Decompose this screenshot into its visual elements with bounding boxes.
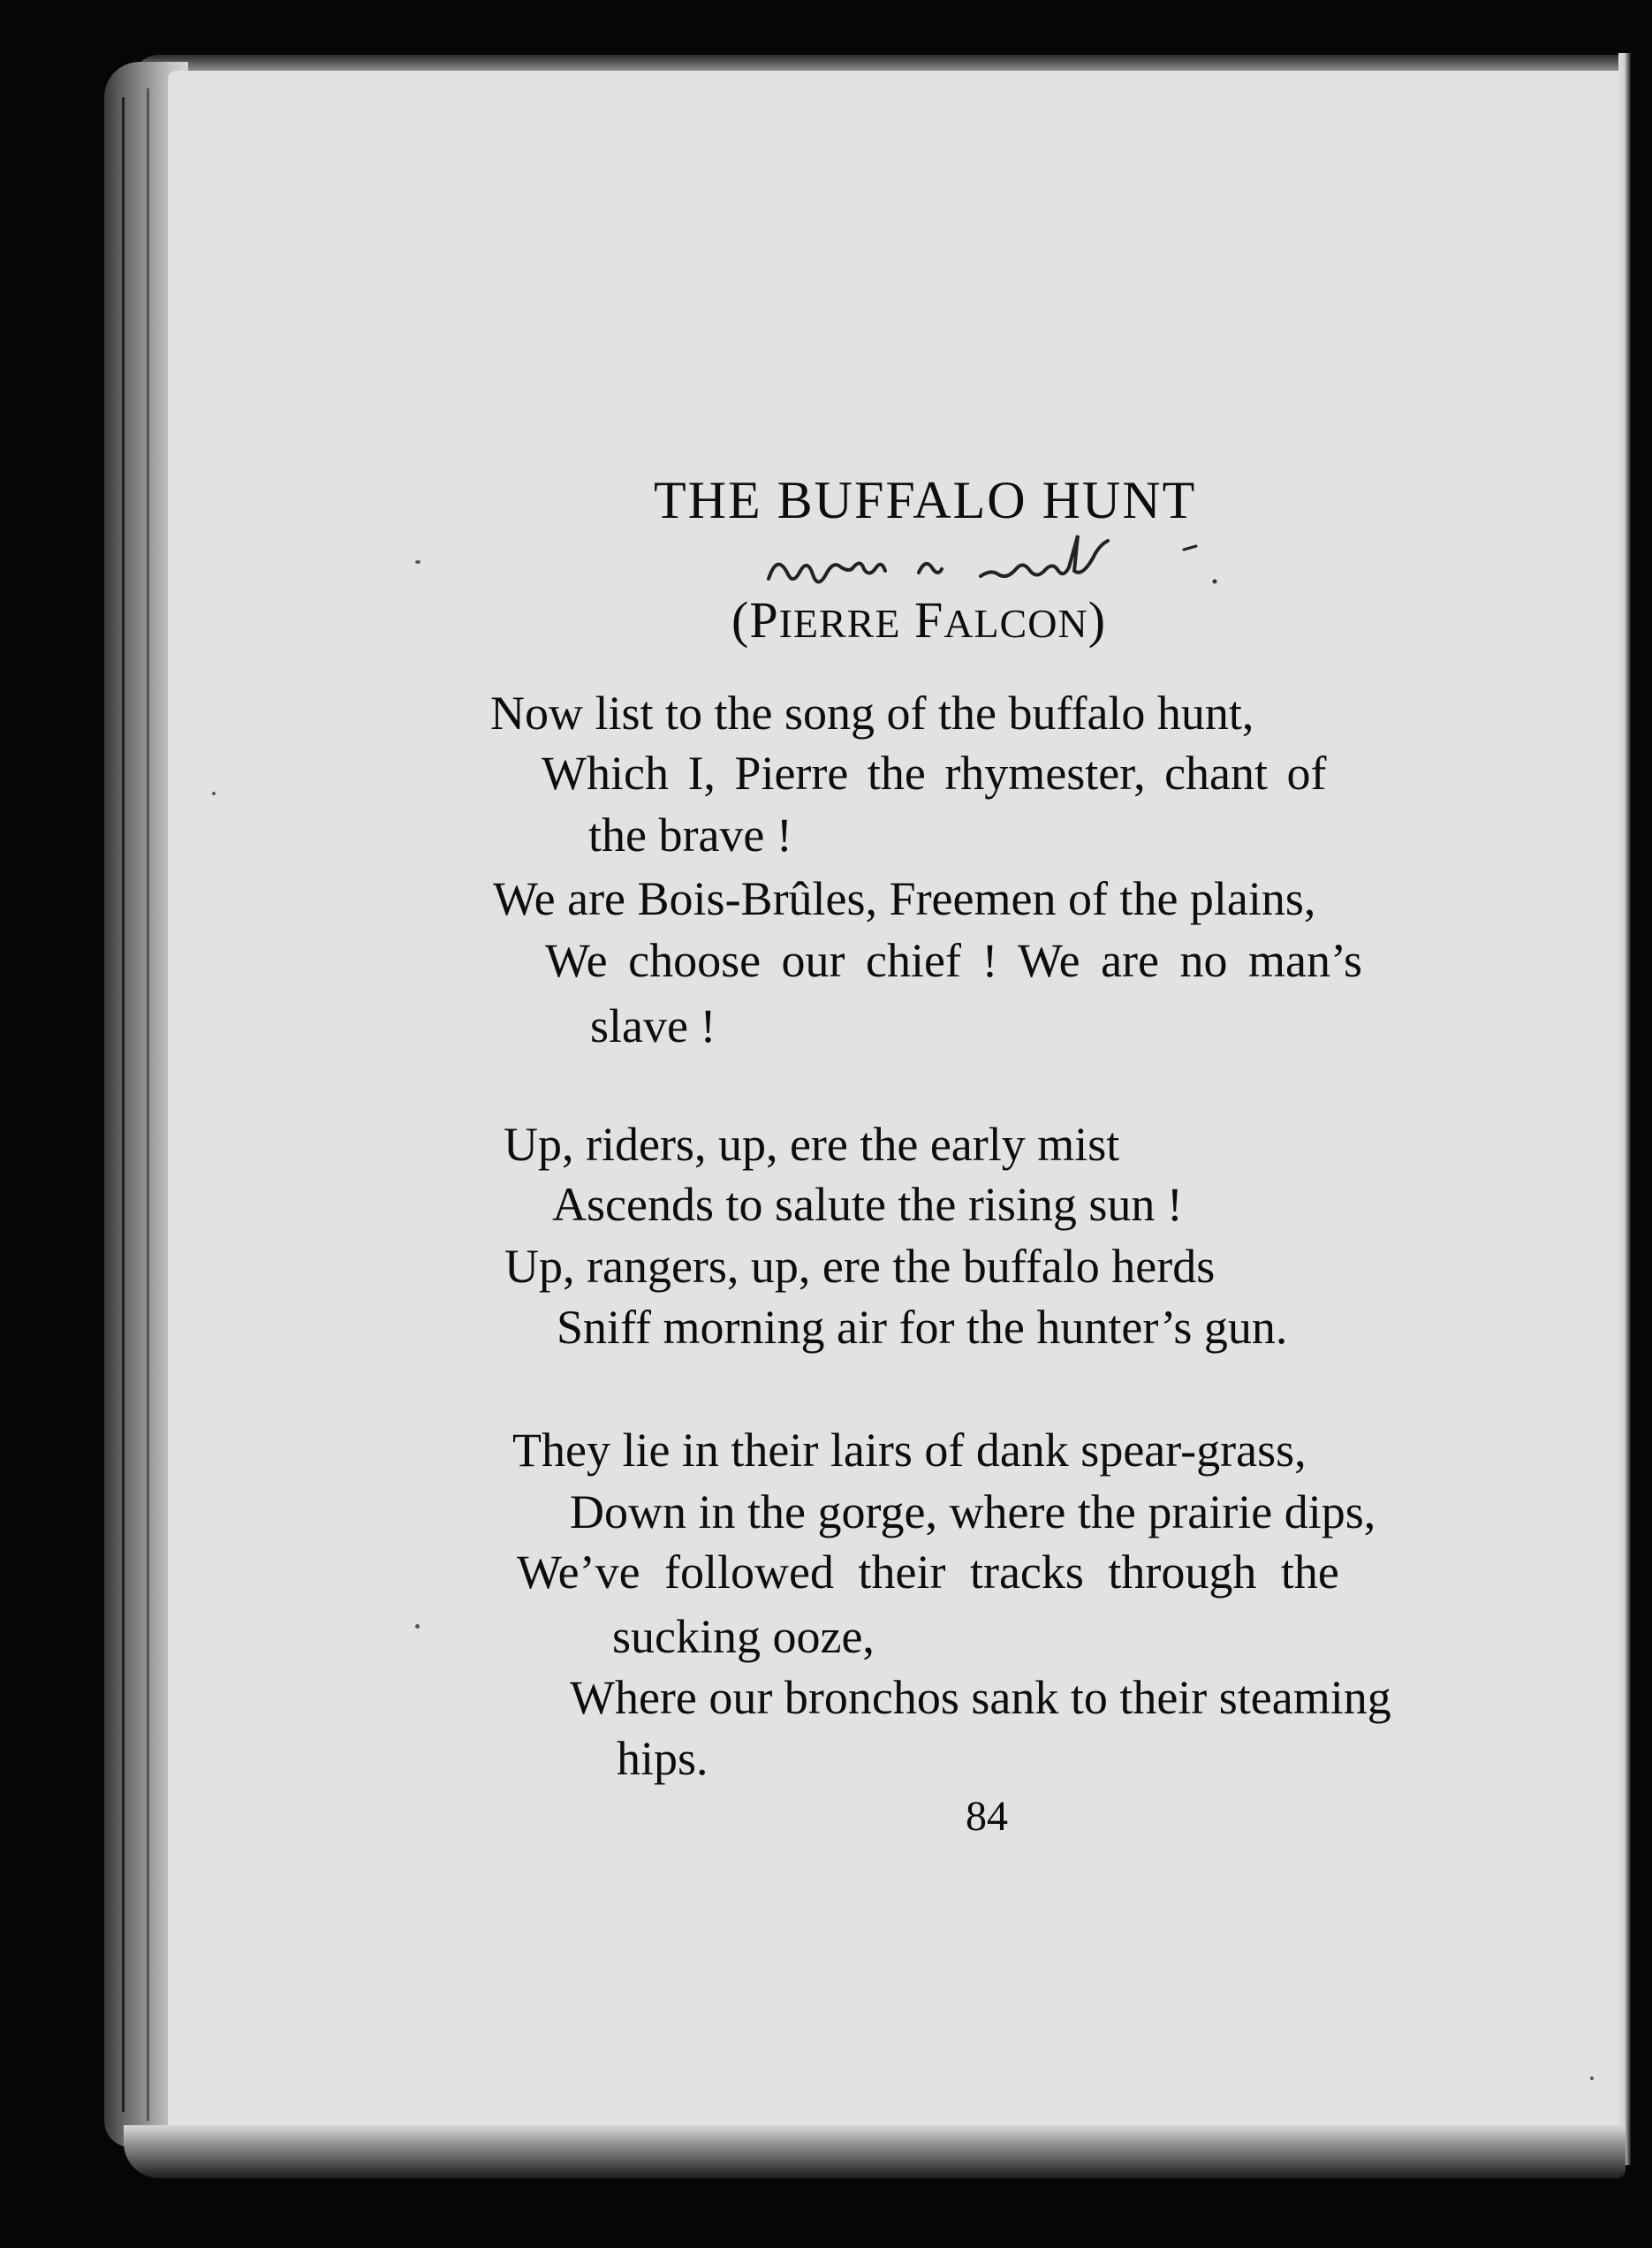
poem-line: We’ve followed their tracks through the [517, 1546, 1339, 1599]
binding-line [122, 97, 125, 2112]
poem-line: Which I, Pierre the rhymester, chant of [542, 747, 1327, 800]
poem-line: Now list to the song of the buffalo hunt, [490, 687, 1254, 740]
binding-line [147, 88, 149, 2121]
poem-title: THE BUFFALO HUNT [654, 471, 1197, 529]
author-initial: F [900, 591, 944, 649]
poem-author [731, 590, 1106, 649]
scan-speck [415, 1624, 420, 1629]
author-open: (P [731, 591, 779, 649]
scan-speck [212, 792, 216, 795]
page-right-edge [1618, 53, 1631, 2165]
poem-line: slave ! [590, 999, 716, 1052]
author-last-name: ALCON [943, 601, 1088, 646]
poem-line: We are Bois-Brûles, Freemen of the plains, [493, 872, 1316, 925]
scan-speck [415, 560, 421, 564]
author-close: ) [1087, 591, 1107, 649]
poem-line: the brave ! [588, 809, 792, 862]
page-number: 84 [966, 1793, 1008, 1840]
book-page [168, 71, 1624, 2134]
poem-line: Where our bronchos sank to their steaming [570, 1671, 1391, 1724]
poem-line: We choose our chief ! We are no man’s [545, 934, 1362, 987]
poem-line: Sniff morning air for the hunter’s gun. [557, 1301, 1288, 1354]
poem-line: Up, riders, up, ere the early mist [504, 1118, 1120, 1171]
page-bottom-edge [124, 2125, 1625, 2178]
poem-line: hips. [617, 1732, 709, 1785]
poem-line: Up, rangers, up, ere the buffalo herds [504, 1240, 1216, 1293]
poem-line: sucking ooze, [612, 1610, 875, 1663]
scan-speck [1590, 2077, 1594, 2080]
author-first-name: IERRE [778, 601, 901, 646]
poem-line: Ascends to salute the rising sun ! [552, 1178, 1183, 1231]
poem-line: They lie in their lairs of dank spear-grass, [512, 1424, 1307, 1477]
poem-line: Down in the gorge, where the prairie dips, [570, 1485, 1376, 1538]
